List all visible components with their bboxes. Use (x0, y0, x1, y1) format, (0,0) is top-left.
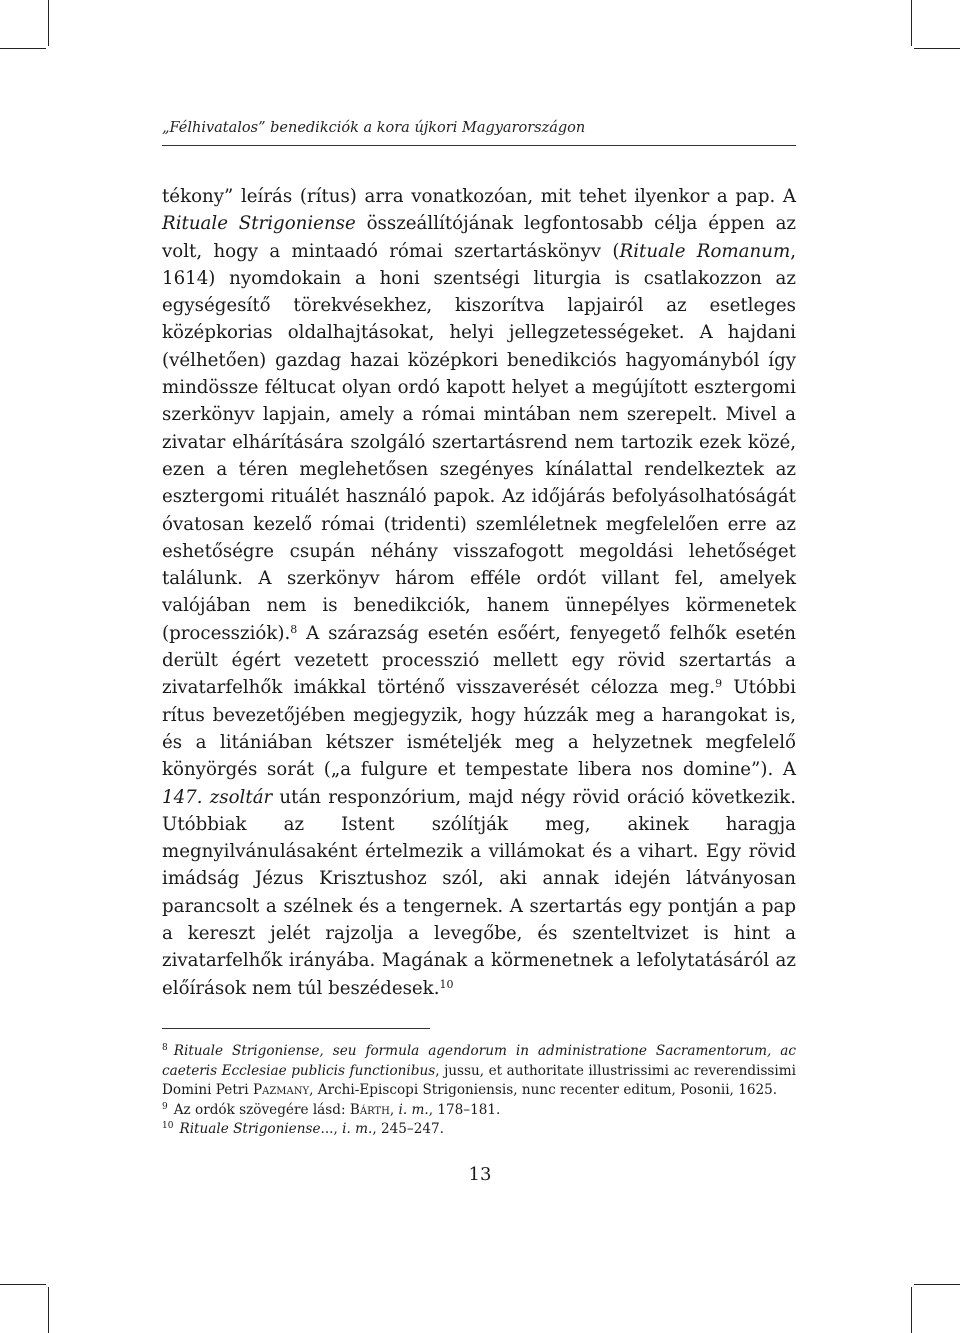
footnote-author: Bárth (349, 1101, 390, 1118)
body-text-italic: Rituale Romanum (619, 240, 791, 262)
body-text-italic: 147. zsoltár (162, 786, 273, 808)
footnote-text-italic: i. m. (342, 1121, 373, 1137)
body-text-segment: összeállítójának legfontosabb célja éppen az volt, hogy a mintaadó római szertartáskönyv ( (162, 213, 796, 262)
body-text-segment: , 1614) nyomdokain a honi szentségi liturgia is csatlakozzon az egységesítő törekvésekhez, kiszorítva lapjairól az esetleges középkorias oldalhajtásokat, helyi jellegzetességeket. A hajdani (vélhetően) gazdag hazai középkori benedikciós hagyományból így mindössze féltucat olyan ordó kapott helyet a megújított esztergomi szerkönyv lapjain, amely a római mintában nem szerepelt. Mivel a zivatar elhárítására szolgáló szertartásrend nem tartozik ezek közé, ezen a téren meglehetősen szegényes kínálattal rendelkeztek az esztergomi rituálét használó papok. Az időjárás befolyásolhatóságát óvatosan kezelő római (tridenti) szemléletnek megfelelően erre az eshetőségre csupán néhány visszafogott megoldási lehetőséget találunk. A szerkönyv három efféle ordót villant fel, amelyek valójában nem is benedikciók, hanem ünnepélyes körmenetek (processziók). (162, 240, 796, 644)
footnote-author: Pazmany (252, 1082, 310, 1098)
body-text-segment: A szárazság esetén esőért, fenyegető felhők esetén derült égért vezetett processzió mellett egy rövid szertartás a zivatarfelhők imákkal történő visszaverését célozza meg. (162, 622, 796, 699)
footnote-ref-10[interactable]: 10 (439, 977, 454, 991)
header-rule (162, 145, 796, 146)
footnote-10 (162, 1120, 796, 1140)
footnote-ref-9[interactable]: 9 (715, 677, 723, 691)
crop-mark (911, 1287, 912, 1333)
body-text-segment: tékony” leírás (rítus) arra vonatkozóan, mit tehet ilyenkor a pap. A (162, 186, 796, 207)
footnote-text: , jussu, et authoritate illustrissimi ac reverendissimi Domini Petri (162, 1062, 796, 1098)
footnote-ref-8[interactable]: 8 (290, 622, 298, 636)
crop-mark (914, 48, 960, 49)
footnotes (162, 1042, 796, 1140)
footnote-text: Az ordók szövegére lásd: (173, 1101, 350, 1118)
body-text-italic: Rituale Strigoniense (162, 213, 356, 235)
footnote-rule (162, 1028, 430, 1029)
footnote-8 (162, 1042, 796, 1101)
crop-mark (914, 1284, 960, 1285)
crop-mark (0, 1284, 46, 1285)
footnote-9 (162, 1101, 796, 1121)
footnote-text: , 178–181. (428, 1101, 501, 1118)
footnote-text: , Archi-Episcopi Strigoniensis, nunc recenter editum, Posonii, 1625. (309, 1082, 778, 1098)
crop-mark (911, 0, 912, 46)
footnote-text-italic: i. m. (398, 1101, 429, 1118)
footnote-number: 10 (162, 1121, 174, 1131)
footnote-number: 8 (162, 1043, 168, 1053)
crop-mark (48, 1287, 49, 1333)
body-paragraph (162, 183, 796, 1002)
crop-mark (48, 0, 49, 46)
body-text-segment: után responzórium, majd négy rövid oráció következik. Utóbbiak az Istent szólítják meg, akinek haragja megnyilvánulásaként értelmezik a villámokat és a vihart. Egy rövid imádság Jézus Krisztushoz szól, aki annak idején látványosan parancsolt a szélnek és a tengernek. A szertartás egy pontján a pap a kereszt jelét rajzolja a levegőbe, és szenteltvizet is hint a zivatarfelhők irányába. Magának a körmenetnek a lefolytatásáról az előírások nem túl beszédesek. (162, 786, 796, 999)
footnote-text: ..., (320, 1121, 343, 1137)
footnote-number: 9 (162, 1101, 168, 1112)
running-header: „Félhivatalos” benedikciók a kora újkori Magyarországon (162, 120, 586, 136)
body-text-segment: Utóbbi rítus bevezetőjében megjegyzik, hogy húzzák meg a harangokat is, és a litániában kétszer ismételjék meg a helyzetnek megfelelő könyörgés sorát („a fulgure et tempestate libera nos domine”). A (162, 677, 796, 781)
footnote-text: , (389, 1101, 399, 1118)
footnote-text: , 245–247. (372, 1121, 444, 1137)
footnote-text-italic: Rituale Strigoniense, seu formula agendorum in administratione Sacramentorum, ac caeteris Ecclesiae publicis functionibus (162, 1043, 796, 1079)
crop-mark (0, 48, 46, 49)
page-number: 13 (468, 1164, 492, 1185)
footnote-text-italic: Rituale Strigoniense (179, 1121, 321, 1137)
